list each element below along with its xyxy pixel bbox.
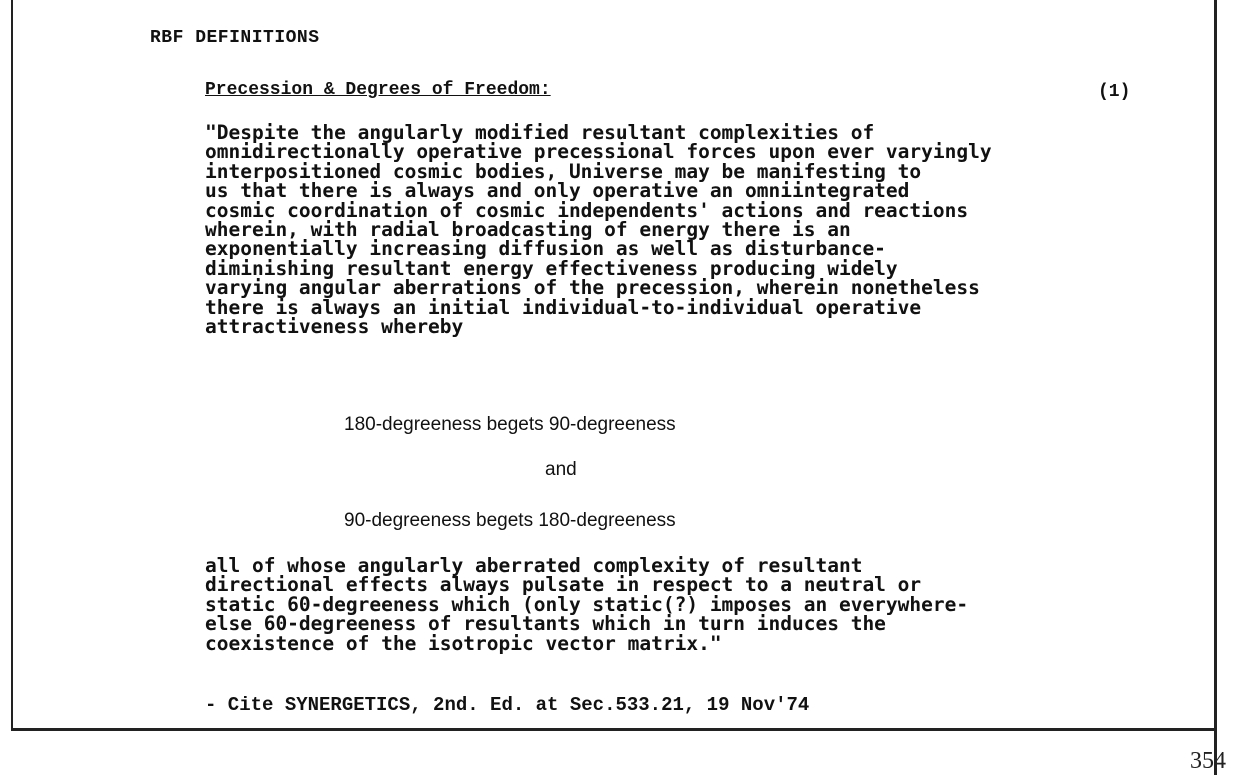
definition-title: Precession & Degrees of Freedom: [205, 80, 551, 100]
frame-bottom-border [11, 728, 1217, 731]
quote-conclusion: all of whose angularly aberrated complexity of resultant directional effects always pulsate in respect to a neutral or static 60-degreeness which (only static(?) imposes an everywhere- else 60-degreeness of resultants which in turn induces the coexistence of the isotropic vector matrix." [205, 554, 969, 655]
citation: - Cite SYNERGETICS, 2nd. Ed. at Sec.533.21, 19 Nov'74 [205, 694, 810, 716]
formula-line-1: 180-degreeness begets 90-degreeness [344, 414, 676, 435]
formula-line-2: 90-degreeness begets 180-degreeness [344, 510, 676, 531]
frame-right-border [1214, 0, 1217, 775]
entry-number: (1) [1098, 82, 1131, 102]
page-number: 354 [1190, 748, 1226, 774]
frame-left-border [11, 0, 13, 730]
document-header: RBF DEFINITIONS [150, 28, 320, 48]
quote-body: "Despite the angularly modified resultant complexities of omnidirectionally operative precessional forces upon ever varyingly interpositioned cosmic bodies, Universe may be manifesting to us that there is always and only operative an omniintegrated cosmic coordination of cosmic independents' actions and reactions wherein, with radial broadcasting of energy there is an exponentially increasing diffusion as well as disturbance- diminishing resultant energy effectiveness producing widely varying angular aberrations of the precession, wherein nonetheless there is always an initial individual-to-individual operative attractiveness whereby [205, 121, 992, 339]
formula-and: and [545, 459, 577, 480]
